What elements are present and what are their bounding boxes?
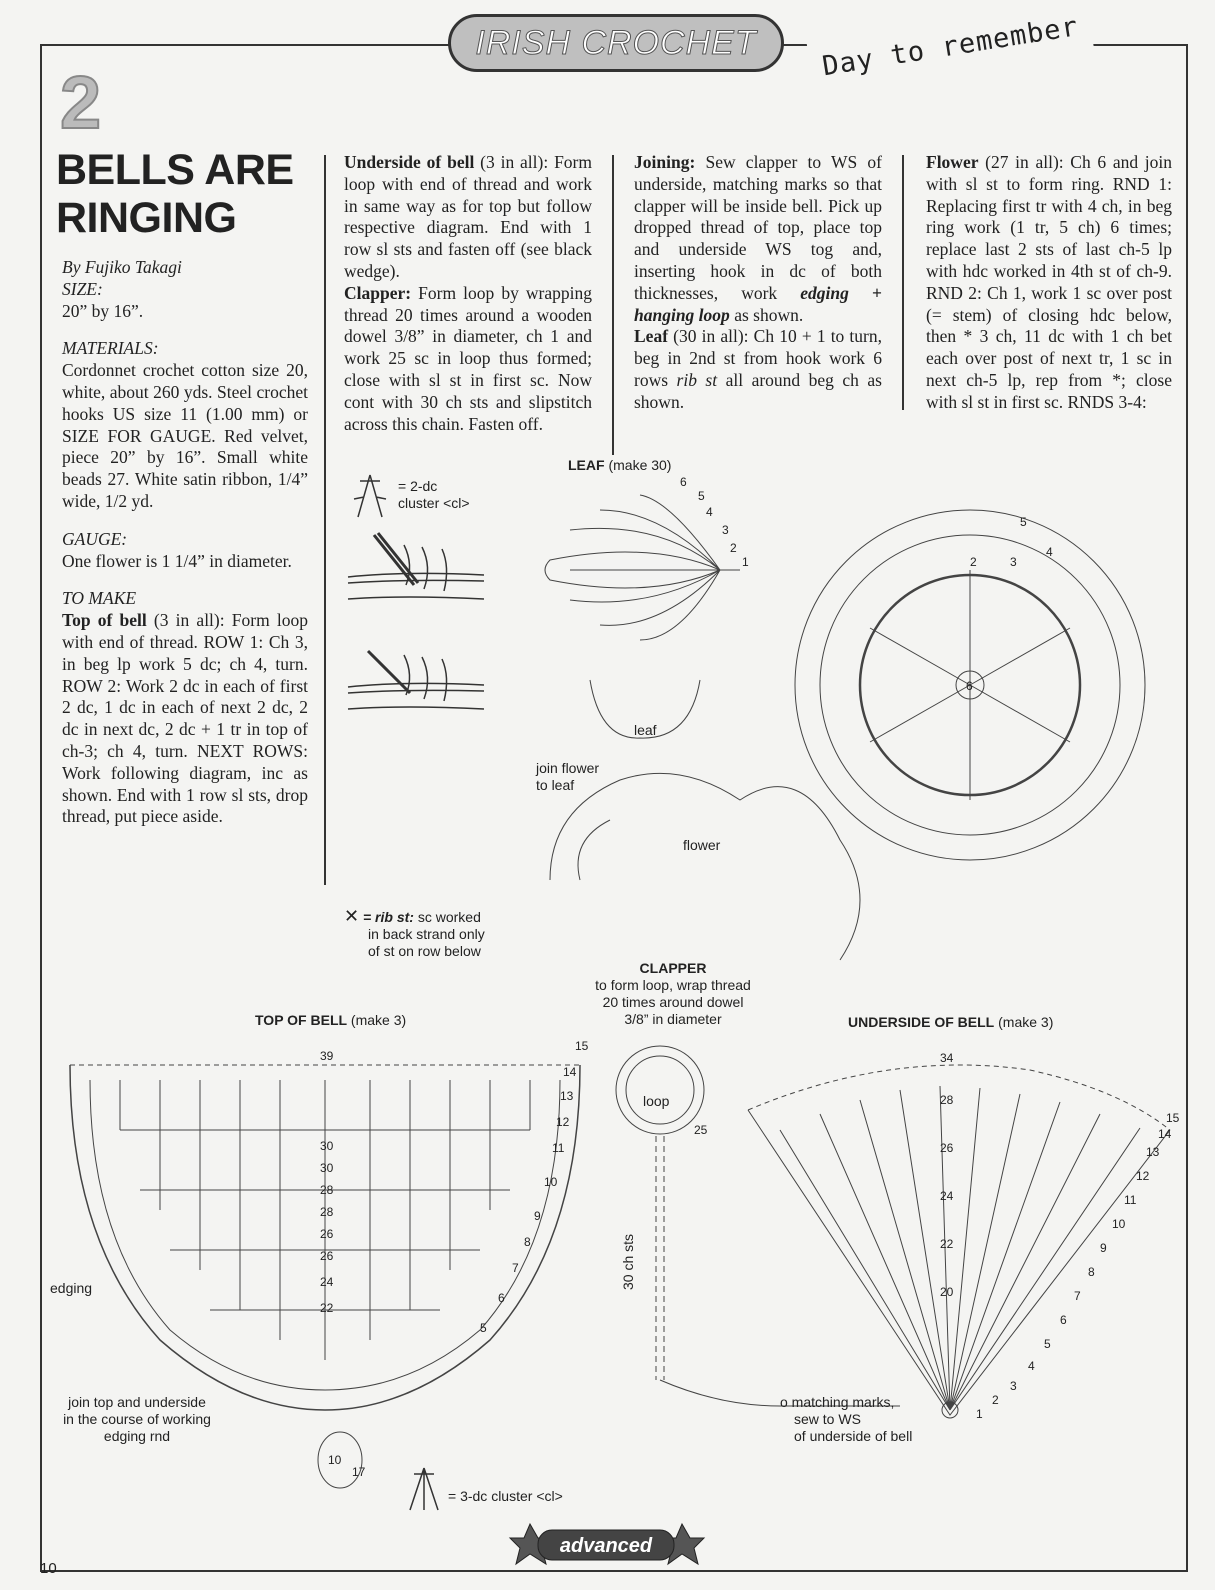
under-side-9: 9	[1100, 1241, 1107, 1255]
column-2	[344, 152, 592, 435]
top-of-bell-heading: Top of bell	[62, 610, 147, 631]
top-row-30b: 30	[320, 1161, 334, 1175]
top-side-11: 11	[552, 1141, 565, 1155]
flower-instructions: Flower (27 in all): Ch 6 and join with sl st to form ring. RND 1: Replacing first tr with 4 ch, in beg ring work (1 tr, 5 ch) 6 times; replace last 2 sts of last ch-5 lp with hdc worked in 4th st of ch-9. RND 2: Ch 1, work 1 sc over post (= stem) of closing hdc below, then * 3 ch, 11 dc with 1 ch bet each over post of next tr, 1 sc in next ch-5 lp, rep from *; close with sl st in first sc. RNDS 3-4:	[926, 152, 1172, 412]
top-of-bell-instructions: Top of bell (3 in all): Form loop with end of thread. ROW 1: Ch 3, in beg lp work 5 dc; ch 4, turn. ROW 2: Work 2 dc in each of first 2 dc, 1 dc in each of next 2 dc, 2 dc in next dc, 2 dc + 1 tr in top of ch-3; ch 4, turn. NEXT ROWS: Work following diagram, inc as shown. End with 1 row sl sts, drop thread, put piece aside.	[62, 610, 308, 827]
leaf-row-2: 2	[730, 541, 737, 555]
leaf-row-1: 1	[742, 555, 749, 569]
gauge-label: GAUGE:	[62, 528, 128, 549]
column-divider-2	[612, 155, 614, 455]
underside-heading: Underside of bell	[344, 152, 475, 172]
leaf-heading: Leaf	[634, 326, 669, 347]
materials-label: MATERIALS:	[62, 338, 159, 359]
top-side-7: 7	[512, 1261, 519, 1275]
pattern-title	[56, 146, 294, 242]
gauge-text: One flower is 1 1/4” in diameter.	[62, 550, 292, 571]
hook-illustration	[344, 525, 494, 725]
top-row-24: 24	[320, 1275, 334, 1289]
cluster-3dc-legend: = 3-dc cluster <cl>	[448, 1488, 563, 1504]
under-side-1: 1	[976, 1407, 983, 1421]
size-text: 20” by 16”.	[62, 300, 144, 321]
under-side-12: 12	[1136, 1169, 1150, 1183]
under-side-6: 6	[1060, 1313, 1067, 1327]
matching-marks-note: o matching marks, sew to WS of underside of bell	[780, 1394, 913, 1444]
under-side-14: 14	[1158, 1127, 1172, 1141]
top-row-39: 39	[320, 1049, 334, 1063]
top-row-28b: 28	[320, 1205, 334, 1219]
join-flower-label: join flower to leaf	[536, 760, 600, 793]
join-top-underside-label: join top and underside in the course of working edging rnd	[63, 1394, 211, 1444]
column-divider-3	[902, 155, 904, 410]
under-row-28: 28	[940, 1093, 954, 1107]
cluster-2dc-legend: = 2-dc cluster <cl>	[398, 478, 470, 511]
under-side-15: 15	[1166, 1111, 1180, 1125]
joining-instructions: Joining: Sew clapper to WS of underside, matching marks so that clapper will be inside bell. Pick up dropped thread of top, place top and underside WS tog and, inserting hook in dc of both thicknesses, work edging + hanging loop as shown.	[634, 152, 882, 325]
top-side-15: 15	[575, 1039, 589, 1053]
top-row-28a: 28	[320, 1183, 334, 1197]
pattern-number: 2	[60, 61, 102, 144]
under-row-34: 34	[940, 1051, 954, 1065]
edging-label: edging	[50, 1280, 93, 1296]
under-side-11: 11	[1124, 1193, 1137, 1207]
clapper-instructions: Clapper: Form loop by wrapping thread 20 times around a wooden dowel 3/8” in diameter, ch 1 and work 25 sc in loop thus formed; close with sl st in first sc. Now cont with 30 ch sts and slipstitch across this chain. Fasten off.	[344, 282, 592, 434]
cluster-3dc-symbol	[404, 1466, 444, 1512]
clapper-legend: CLAPPER to form loop, wrap thread 20 times around dowel 3/8” in diameter	[595, 960, 751, 1027]
under-side-8: 8	[1088, 1265, 1095, 1279]
under-side-5: 5	[1044, 1337, 1051, 1351]
clapper-heading: Clapper:	[344, 282, 412, 303]
under-side-13: 13	[1146, 1145, 1160, 1159]
top-side-13: 13	[560, 1089, 574, 1103]
top-side-14: 14	[563, 1065, 577, 1079]
under-side-7: 7	[1074, 1289, 1081, 1303]
byline: By Fujiko Takagi	[62, 257, 182, 277]
leaf-instructions: Leaf (30 in all): Ch 10 + 1 to turn, beg in 2nd st from hook work 6 rows rib st all around beg ch as shown.	[634, 326, 882, 412]
leaf-label: leaf	[634, 722, 657, 738]
leaf-row-3: 3	[722, 523, 729, 537]
title-line-1: BELLS ARE	[56, 146, 294, 194]
leaf-diagram-title: LEAF (make 30)	[568, 457, 672, 473]
flower-rnd-5: 5	[1020, 515, 1027, 529]
flower-diagram	[780, 500, 1170, 880]
under-side-3: 3	[1010, 1379, 1017, 1393]
section-header	[448, 14, 784, 72]
title-line-2: RINGING	[56, 194, 237, 242]
flower-rnd-3: 3	[1010, 555, 1017, 569]
under-row-24: 24	[940, 1189, 954, 1203]
top-bottom-17: 17	[352, 1465, 366, 1479]
under-row-22: 22	[940, 1237, 954, 1251]
column-1	[62, 257, 308, 828]
flower-rnd-4: 4	[1046, 545, 1053, 559]
flower-rnd-2: 2	[970, 555, 977, 569]
top-row-22: 22	[320, 1301, 334, 1315]
top-row-26a: 26	[320, 1227, 334, 1241]
under-side-10: 10	[1112, 1217, 1126, 1231]
advanced-label: advanced	[559, 1535, 653, 1557]
to-make-label: TO MAKE	[62, 588, 137, 609]
section-title: IRISH CROCHET	[475, 23, 757, 62]
leaf-row-5: 5	[698, 489, 705, 503]
top-bottom-10: 10	[328, 1453, 342, 1467]
clapper-diagram-title: CLAPPER	[639, 960, 707, 976]
joining-heading: Joining:	[634, 152, 696, 172]
materials-text: Cordonnet crochet cotton size 20, white, about 260 yds. Steel crochet hooks US size 11 (1.00 mm) or SIZE FOR GAUGE. Red velvet, piece 20” by 16”. Small white beads 27. White satin ribbon, 1/4” wide, 1/2 yd.	[62, 360, 308, 511]
under-side-2: 2	[992, 1393, 999, 1407]
underside-diagram-title: UNDERSIDE OF BELL (make 3)	[848, 1014, 1054, 1030]
under-side-4: 4	[1028, 1359, 1035, 1373]
underside-instructions: Underside of bell (3 in all): Form loop with end of thread and work in same way as for top but follow respective diagram. End with 1 row sl sts and fasten off (see black wedge).	[344, 152, 592, 281]
flower-center-number: 6	[966, 679, 973, 693]
column-3	[634, 152, 882, 414]
top-side-10: 10	[544, 1175, 558, 1189]
ch-sts-label: 30 ch sts	[620, 1233, 636, 1290]
size-label: SIZE:	[62, 278, 103, 299]
leaf-diagram	[530, 475, 800, 650]
loop-label: loop	[643, 1093, 670, 1109]
leaf-row-6: 6	[680, 475, 687, 489]
column-divider-1	[324, 155, 326, 885]
top-side-5: 5	[480, 1321, 487, 1335]
top-side-6: 6	[498, 1291, 505, 1305]
column-4	[926, 152, 1172, 414]
under-row-26: 26	[940, 1141, 954, 1155]
top-row-30a: 30	[320, 1139, 334, 1153]
under-row-20: 20	[940, 1285, 954, 1299]
cluster-2dc-symbol	[350, 473, 390, 519]
top-side-12: 12	[556, 1115, 570, 1129]
advanced-badge	[516, 1520, 696, 1568]
leaf-row-4: 4	[706, 505, 713, 519]
top-row-26b: 26	[320, 1249, 334, 1263]
top-side-9: 9	[534, 1209, 541, 1223]
banner-text: Day to remember	[820, 10, 1081, 82]
page-number: 10	[40, 1560, 57, 1577]
flower-heading: Flower	[926, 152, 979, 172]
clapper-sc-count: 25	[694, 1123, 708, 1137]
rib-st-legend: ✕ = rib st: sc worked in back strand only of st on row below	[344, 906, 485, 959]
top-of-bell-title: TOP OF BELL (make 3)	[255, 1012, 407, 1028]
flower-label: flower	[683, 837, 721, 853]
top-side-8: 8	[524, 1235, 531, 1249]
